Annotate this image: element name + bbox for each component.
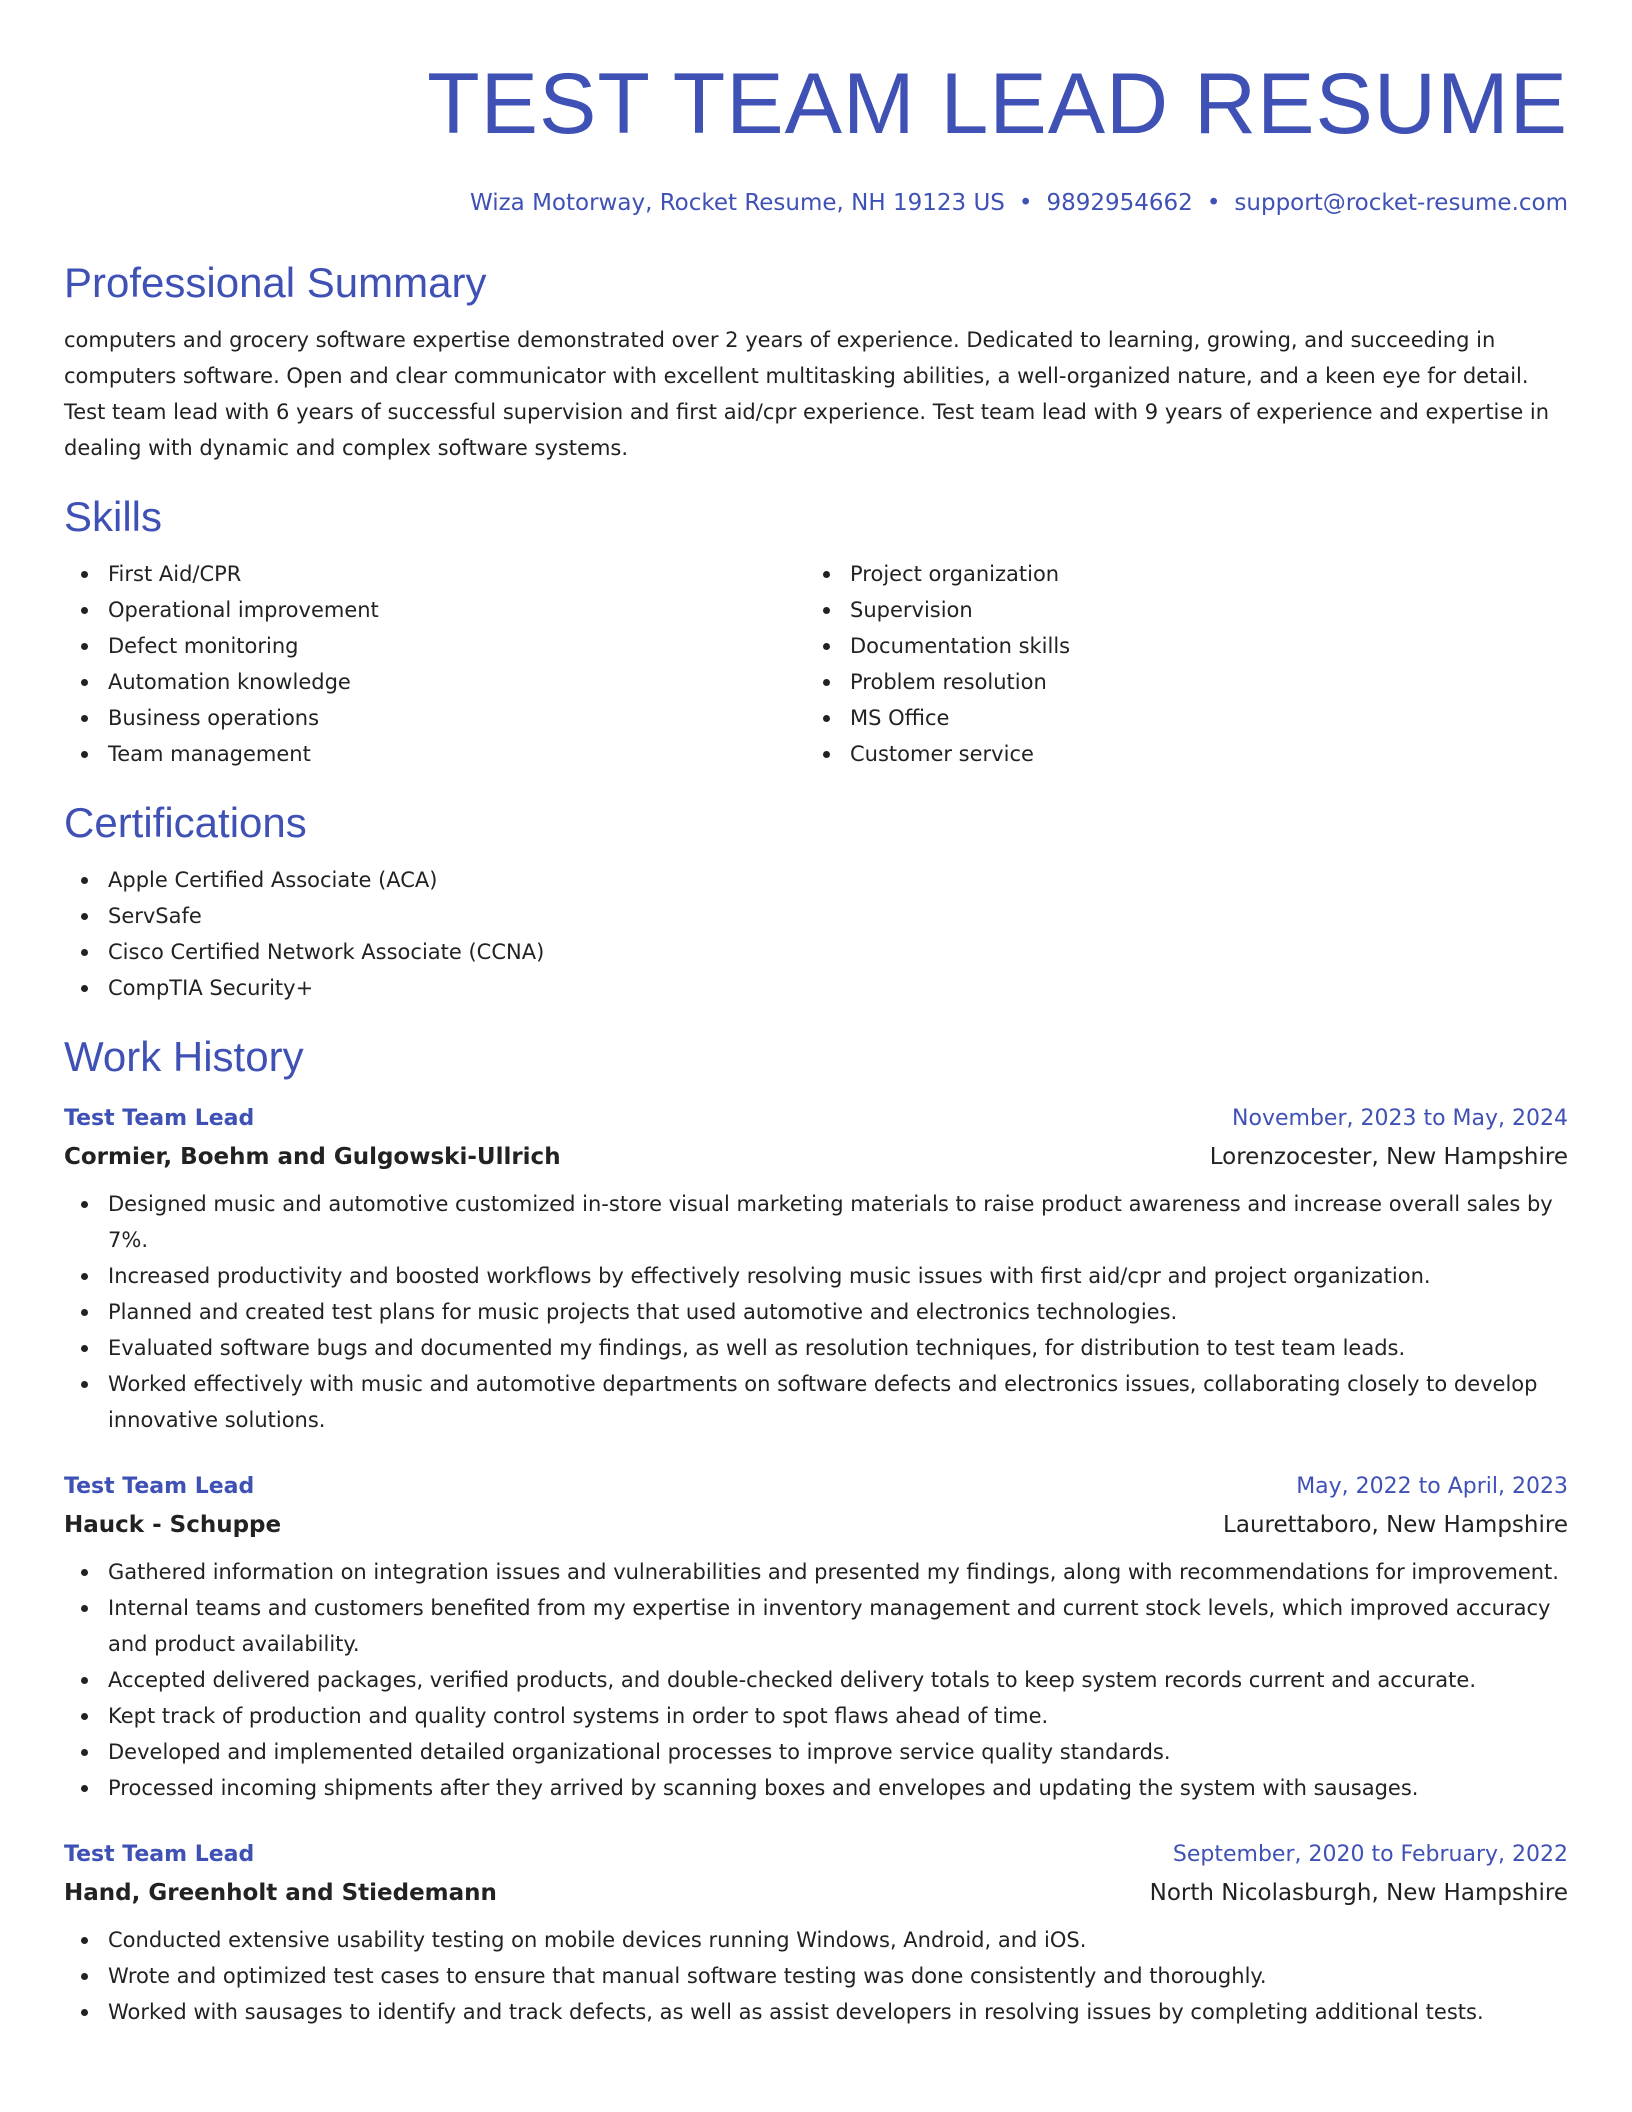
job-bullet: Conducted extensive usability testing on mobile devices running Windows, Android, and iOS. xyxy=(64,1922,1568,1958)
certification-item: ServSafe xyxy=(64,898,1568,934)
contact-separator: • xyxy=(1206,190,1221,216)
summary-section xyxy=(64,258,1568,466)
skills-left-column xyxy=(64,556,806,772)
job-company: Cormier, Boehm and Gulgowski-Ullrich xyxy=(64,1144,561,1170)
job-bullet-list xyxy=(64,1186,1568,1438)
job-title-row xyxy=(64,1472,1568,1502)
skill-item: Problem resolution xyxy=(806,664,1548,700)
summary-text: computers and grocery software expertise demonstrated over 2 years of experience. Dedicated to learning, growing, and succeeding in computers software. Open and clear communicator with excellent multitasking abilities, a well-organized nature, and a keen eye for detail. Test team lead with 6 years of successful supervision and first aid/cpr experience. Test team lead with 9 years of experience and expertise in dealing with dynamic and complex software systems. xyxy=(64,328,1550,460)
job-location: Laurettaboro, New Hampshire xyxy=(1223,1512,1568,1538)
summary-heading: Professional Summary xyxy=(64,259,487,306)
skill-item: Operational improvement xyxy=(64,592,806,628)
job-company-row xyxy=(64,1142,1568,1172)
contact-separator: • xyxy=(1018,190,1033,216)
job-bullet: Planned and created test plans for music projects that used automotive and electronics technologies. xyxy=(64,1294,1568,1330)
certifications-heading: Certifications xyxy=(64,799,307,846)
job-bullet: Evaluated software bugs and documented my findings, as well as resolution techniques, for distribution to test team leads. xyxy=(64,1330,1568,1366)
certification-item: CompTIA Security+ xyxy=(64,970,1568,1006)
skill-item: Business operations xyxy=(64,700,806,736)
certifications-list xyxy=(64,862,1568,1006)
job-bullet: Increased productivity and boosted workflows by effectively resolving music issues with first aid/cpr and project organization. xyxy=(64,1258,1568,1294)
job-bullet: Internal teams and customers benefited from my expertise in inventory management and current stock levels, which improved accuracy and product availability. xyxy=(64,1590,1568,1662)
skills-grid xyxy=(64,556,1568,772)
job-company-row xyxy=(64,1878,1568,1908)
job-bullet: Developed and implemented detailed organizational processes to improve service quality standards. xyxy=(64,1734,1568,1770)
skill-item: Automation knowledge xyxy=(64,664,806,700)
skill-item: Project organization xyxy=(806,556,1548,592)
job-company-row xyxy=(64,1510,1568,1540)
job-bullet: Gathered information on integration issues and vulnerabilities and presented my findings, along with recommendations for improvement. xyxy=(64,1554,1568,1590)
job-title-row xyxy=(64,1840,1568,1870)
job-dates: May, 2022 to April, 2023 xyxy=(1296,1474,1568,1499)
contact-address: Wiza Motorway, Rocket Resume, NH 19123 US xyxy=(469,190,1005,216)
job-bullet: Kept track of production and quality control systems in order to spot flaws ahead of time. xyxy=(64,1698,1568,1734)
skill-item: First Aid/CPR xyxy=(64,556,806,592)
job-entry xyxy=(64,1472,1568,1806)
resume-name: TEST TEAM LEAD RESUME xyxy=(427,56,1568,152)
certification-item: Apple Certified Associate (ACA) xyxy=(64,862,1568,898)
job-title: Test Team Lead xyxy=(64,1842,255,1867)
contact-email: support@rocket-resume.com xyxy=(1234,190,1568,216)
job-entry xyxy=(64,1104,1568,1438)
job-bullet: Worked with sausages to identify and track defects, as well as assist developers in resolving issues by completing additional tests. xyxy=(64,1994,1568,2030)
skill-item: MS Office xyxy=(806,700,1548,736)
job-bullet: Accepted delivered packages, verified products, and double-checked delivery totals to keep system records current and accurate. xyxy=(64,1662,1568,1698)
job-dates: November, 2023 to May, 2024 xyxy=(1232,1106,1568,1131)
job-bullet-list xyxy=(64,1922,1568,2030)
job-company: Hauck - Schuppe xyxy=(64,1512,282,1538)
job-bullet: Designed music and automotive customized in-store visual marketing materials to raise product awareness and increase overall sales by 7%. xyxy=(64,1186,1568,1258)
job-title: Test Team Lead xyxy=(64,1106,255,1131)
job-bullet: Wrote and optimized test cases to ensure that manual software testing was done consistently and thoroughly. xyxy=(64,1958,1568,1994)
job-location: North Nicolasburgh, New Hampshire xyxy=(1149,1880,1568,1906)
skills-heading: Skills xyxy=(64,493,163,540)
certifications-section xyxy=(64,798,1568,1006)
job-title-row xyxy=(64,1104,1568,1134)
skill-item: Supervision xyxy=(806,592,1548,628)
skills-section xyxy=(64,492,1568,772)
job-dates: September, 2020 to February, 2022 xyxy=(1172,1842,1568,1867)
skill-item: Team management xyxy=(64,736,806,772)
contact-line xyxy=(64,188,1568,218)
work-history-heading: Work History xyxy=(64,1033,304,1080)
certification-item: Cisco Certified Network Associate (CCNA) xyxy=(64,934,1568,970)
skills-right-column xyxy=(806,556,1548,772)
job-bullet: Worked effectively with music and automotive departments on software defects and electronics issues, collaborating closely to develop innovative solutions. xyxy=(64,1366,1568,1438)
skill-item: Documentation skills xyxy=(806,628,1548,664)
job-bullet-list xyxy=(64,1554,1568,1806)
skill-item: Defect monitoring xyxy=(64,628,806,664)
job-location: Lorenzocester, New Hampshire xyxy=(1209,1144,1568,1170)
job-company: Hand, Greenholt and Stiedemann xyxy=(64,1880,497,1906)
job-title: Test Team Lead xyxy=(64,1474,255,1499)
job-bullet: Processed incoming shipments after they arrived by scanning boxes and envelopes and updating the system with sausages. xyxy=(64,1770,1568,1806)
contact-phone: 9892954662 xyxy=(1046,190,1193,216)
skill-item: Customer service xyxy=(806,736,1548,772)
resume-header xyxy=(64,0,1568,218)
job-entry xyxy=(64,1840,1568,2030)
work-history-section xyxy=(64,1032,1568,2030)
